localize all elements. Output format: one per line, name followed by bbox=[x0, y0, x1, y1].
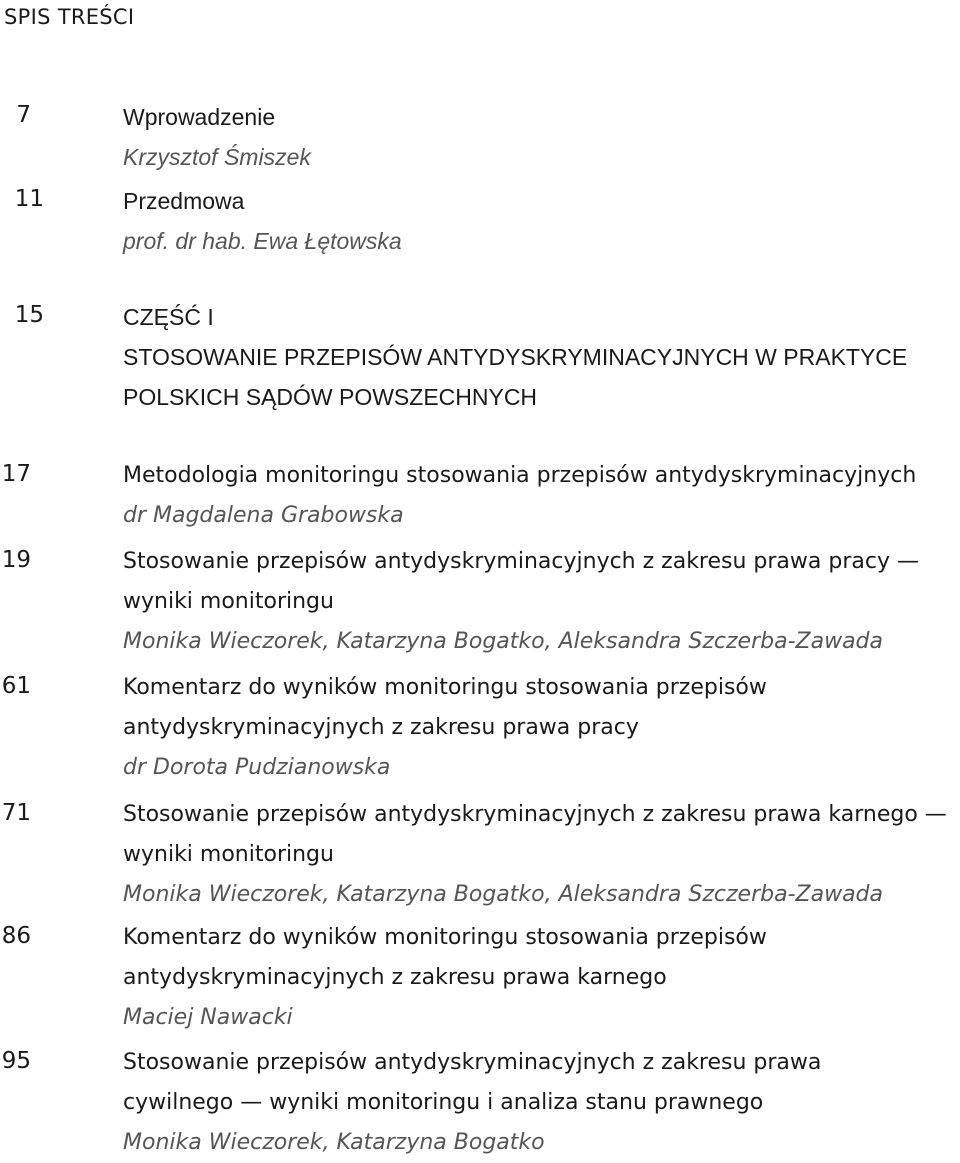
toc-entry-title-line: Komentarz do wyników monitoringu stosowania przepisów bbox=[123, 925, 767, 950]
toc-page-number: 61 bbox=[1, 673, 31, 699]
toc-entry-title-line: Wprowadzenie bbox=[123, 104, 276, 130]
toc-entry-author: Monika Wieczorek, Katarzyna Bogatko, Aleksandra Szczerba-Zawada bbox=[123, 629, 883, 654]
page-title: SPIS TREŚCI bbox=[4, 5, 135, 29]
toc-entry-title-line: Stosowanie przepisów antydyskryminacyjnych z zakresu prawa pracy — bbox=[123, 549, 919, 574]
toc-page-number: 11 bbox=[14, 186, 44, 212]
toc-page-number: 19 bbox=[1, 547, 31, 573]
toc-entry-title-line: Komentarz do wyników monitoringu stosowania przepisów bbox=[123, 675, 767, 700]
toc-entry-title-line: Metodologia monitoringu stosowania przepisów antydyskryminacyjnych bbox=[123, 463, 917, 488]
toc-entry-title-line: Stosowanie przepisów antydyskryminacyjnych z zakresu prawa bbox=[123, 1050, 822, 1075]
toc-page-number: 71 bbox=[1, 800, 31, 826]
toc-page-number: 95 bbox=[1, 1048, 31, 1074]
toc-section-title-line: POLSKICH SĄDÓW POWSZECHNYCH bbox=[123, 384, 538, 410]
toc-page-number: 86 bbox=[1, 923, 31, 949]
toc-entry-title-line: antydyskryminacyjnych z zakresu prawa karnego bbox=[123, 965, 667, 990]
toc-entry-title-line: cywilnego — wyniki monitoringu i analiza stanu prawnego bbox=[123, 1090, 764, 1115]
toc-section-title-line: CZĘŚĆ I bbox=[123, 304, 214, 330]
toc-entry-author: Krzysztof Śmiszek bbox=[123, 144, 311, 170]
toc-page-number: 15 bbox=[14, 302, 44, 328]
toc-entry-author: prof. dr hab. Ewa Łętowska bbox=[123, 228, 402, 254]
toc-entry-author: Monika Wieczorek, Katarzyna Bogatko, Aleksandra Szczerba-Zawada bbox=[123, 882, 883, 907]
toc-page-number: 7 bbox=[16, 102, 31, 128]
toc-entry-author: Maciej Nawacki bbox=[123, 1005, 293, 1030]
toc-entry-title-line: wyniki monitoringu bbox=[123, 589, 334, 614]
toc-page-number: 17 bbox=[1, 461, 31, 487]
toc-entry-title-line: Przedmowa bbox=[123, 188, 245, 214]
toc-entry-title-line: wyniki monitoringu bbox=[123, 842, 334, 867]
toc-entry-title-line: antydyskryminacyjnych z zakresu prawa pracy bbox=[123, 715, 639, 740]
toc-entry-author: Monika Wieczorek, Katarzyna Bogatko bbox=[123, 1130, 545, 1155]
toc-entry-title-line: Stosowanie przepisów antydyskryminacyjnych z zakresu prawa karnego — bbox=[123, 802, 947, 827]
toc-section-title-line: STOSOWANIE PRZEPISÓW ANTYDYSKRYMINACYJNYCH W PRAKTYCE bbox=[123, 344, 908, 370]
toc-entry-author: dr Magdalena Grabowska bbox=[123, 503, 404, 528]
toc-entry-author: dr Dorota Pudzianowska bbox=[123, 755, 391, 780]
